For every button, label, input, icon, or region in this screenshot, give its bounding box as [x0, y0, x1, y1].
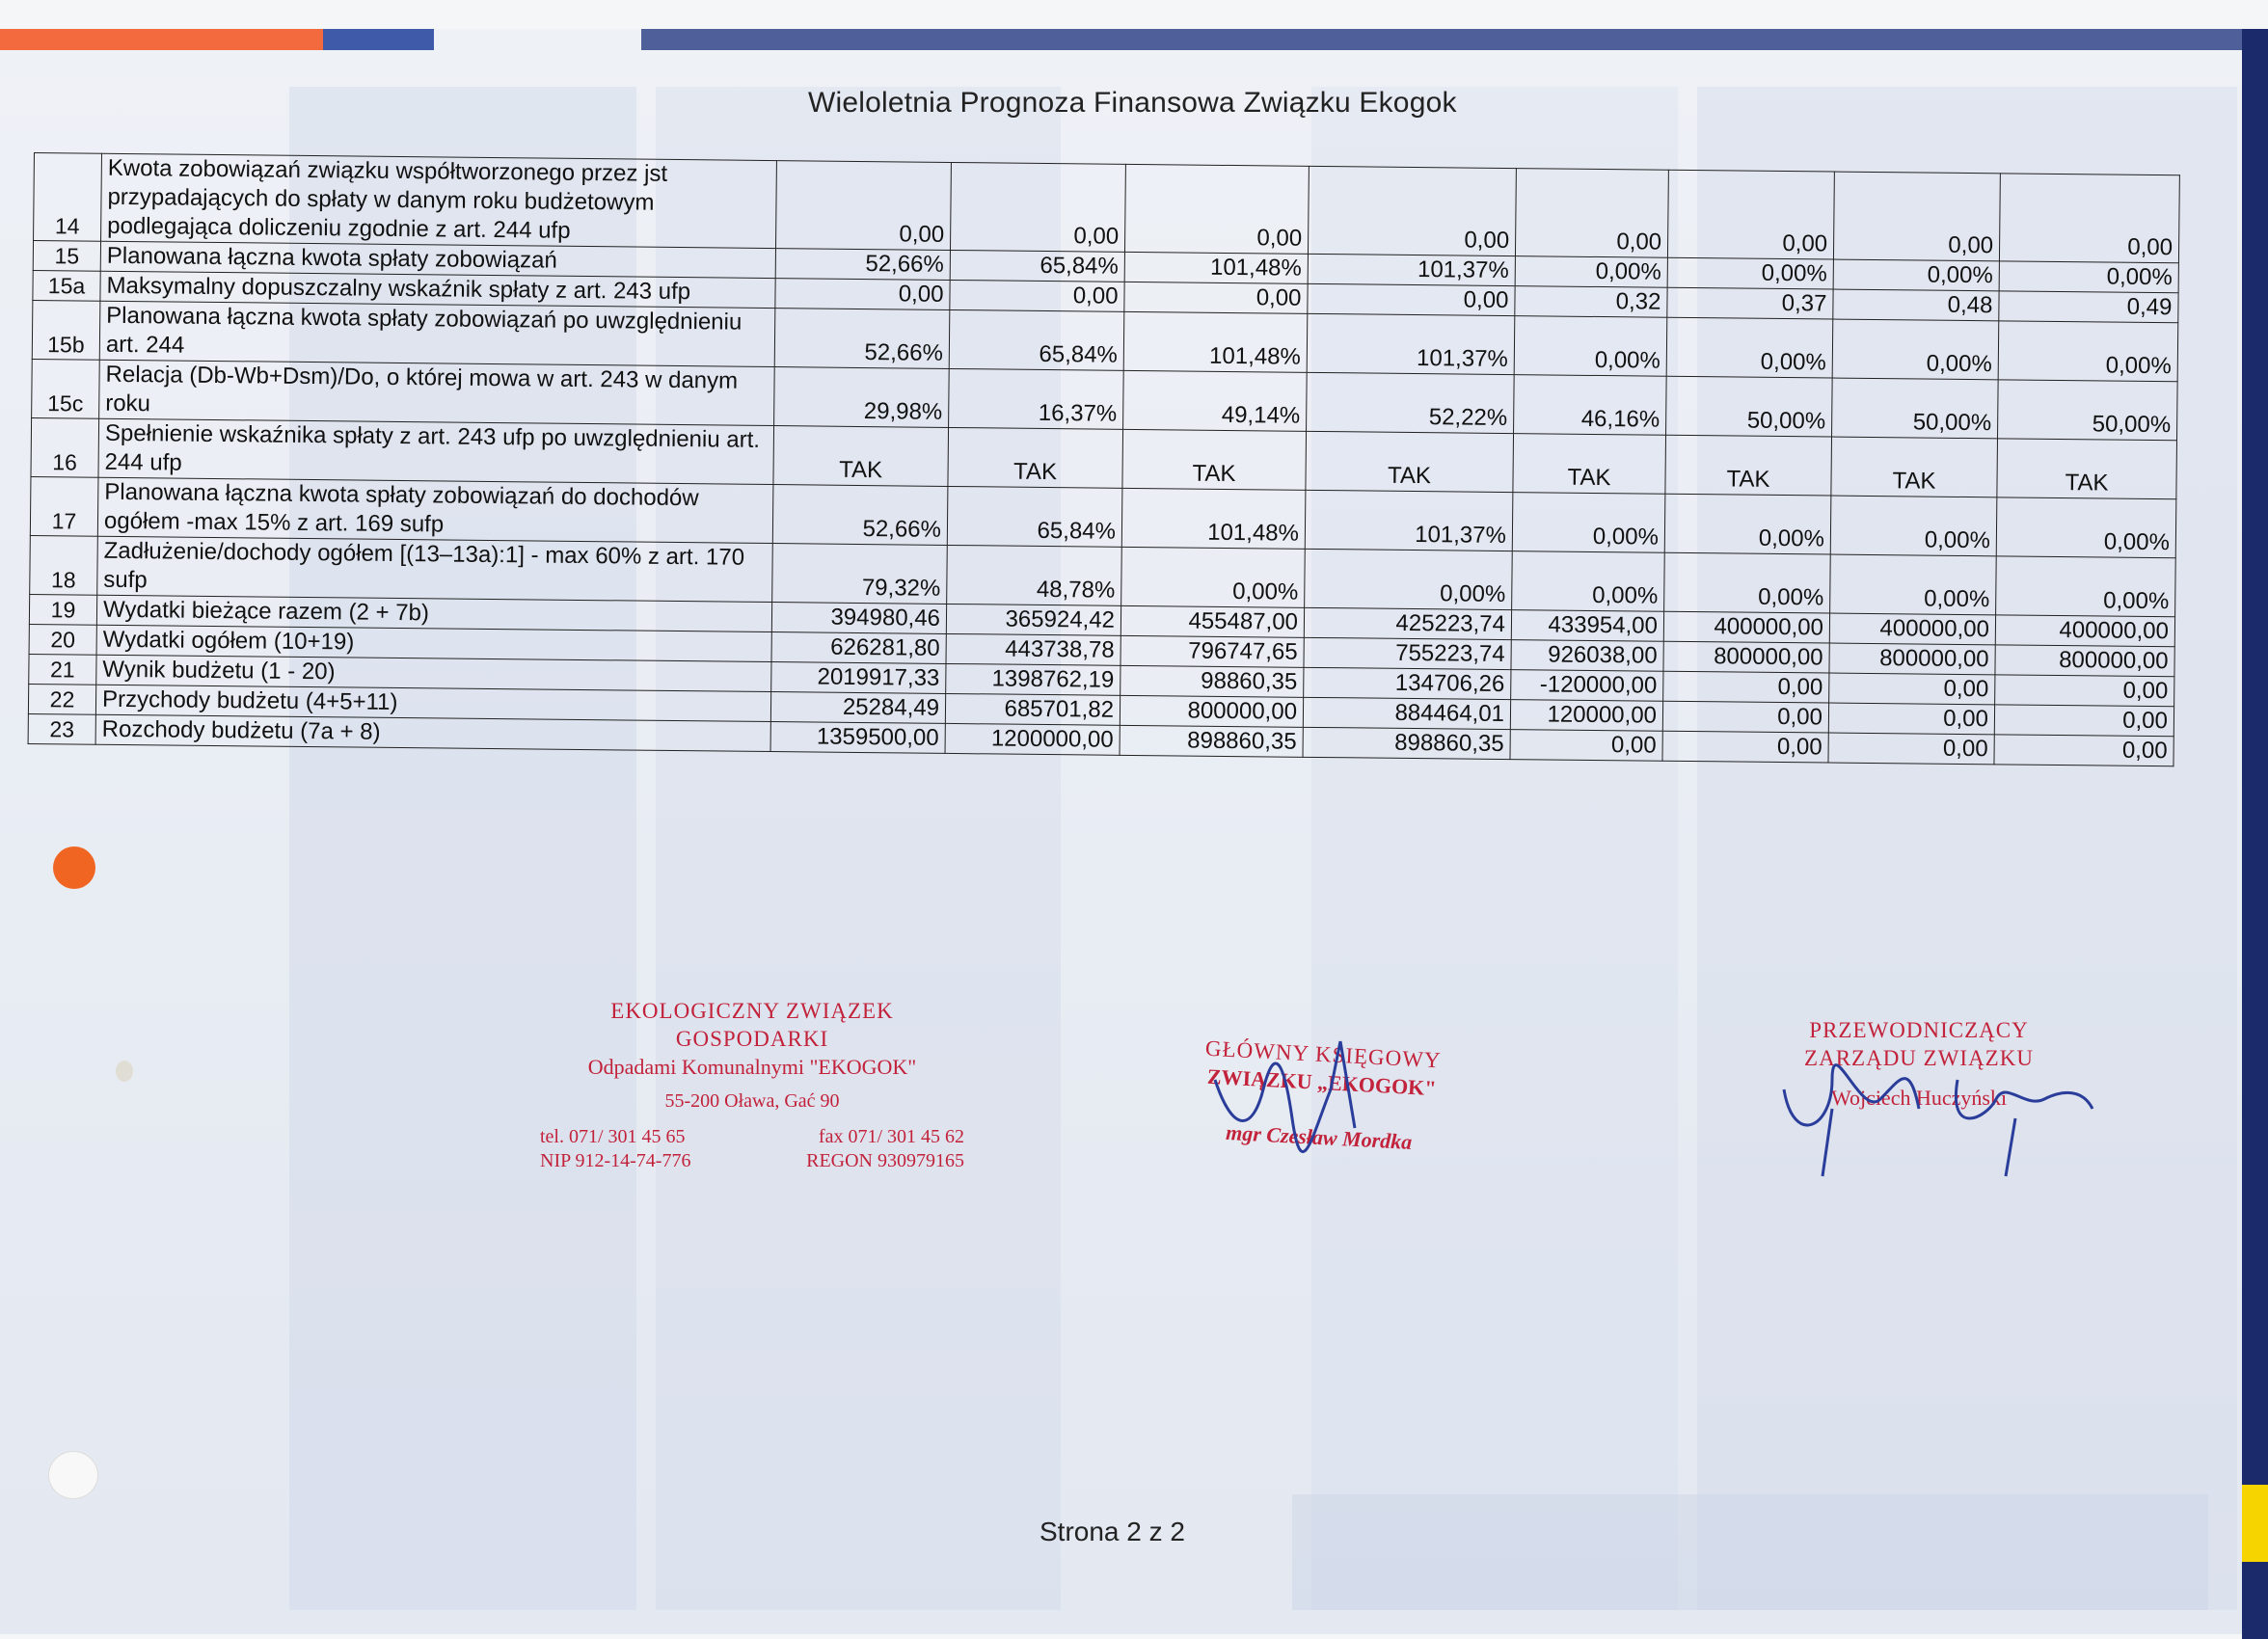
value-cell: 101,48%: [1123, 311, 1308, 372]
org-stamp-nip: NIP 912-14-74-776: [540, 1150, 691, 1171]
org-stamp-line1: EKOLOGICZNY ZWIĄZEK GOSPODARKI: [610, 999, 894, 1051]
right-edge-yellow: [2242, 1485, 2268, 1562]
value-cell: 455487,00: [1120, 605, 1304, 637]
top-stripe-dark: [641, 29, 2247, 50]
value-cell: 0,00: [1308, 283, 1515, 315]
row-label: Kwota zobowiązań związku współtworzonego przez jst przypadających do spłaty w danym roku budżetowym podlegająca doliczeniu zgodnie z art. 244 ufp: [101, 153, 777, 248]
value-cell: 0,00: [1124, 164, 1309, 254]
row-number: 18: [30, 535, 98, 595]
value-cell: 425223,74: [1304, 607, 1511, 639]
row-number: 15: [33, 241, 100, 272]
value-cell: 626281,80: [771, 632, 946, 664]
value-cell: 800000,00: [1663, 641, 1829, 673]
hole-punch-mark: [53, 846, 95, 889]
value-cell: 0,00: [1828, 733, 1994, 765]
value-cell: 101,37%: [1308, 254, 1515, 285]
value-cell: -120000,00: [1511, 670, 1663, 702]
value-cell: TAK: [1306, 431, 1514, 492]
value-cell: 0,00%: [1830, 554, 1997, 615]
value-cell: 0,00%: [1667, 257, 1833, 289]
accountant-signature-icon: [1196, 1022, 1389, 1157]
row-label: Wynik budżetu (1 - 20): [96, 655, 771, 691]
value-cell: 134706,26: [1304, 667, 1511, 699]
row-number: 16: [31, 417, 99, 477]
value-cell: 25284,49: [770, 692, 945, 724]
value-cell: 394980,46: [771, 603, 946, 634]
value-cell: 50,00%: [1998, 380, 2178, 441]
accountant-stamp-line1: GŁÓWNY KSIĘGOWY: [1204, 1035, 1443, 1073]
chairman-stamp-line1: PRZEWODNICZĄCY: [1809, 1018, 2029, 1042]
value-cell: 1359500,00: [770, 722, 945, 754]
value-cell: 433954,00: [1511, 610, 1663, 642]
row-number: 15c: [32, 359, 100, 418]
hole-punch-mark: [116, 1061, 133, 1082]
value-cell: 0,37: [1667, 287, 1833, 319]
row-number: 23: [28, 713, 95, 744]
row-label: Wydatki bieżące razem (2 + 7b): [96, 595, 771, 631]
org-stamp-tel: tel. 071/ 301 45 65: [540, 1126, 686, 1147]
value-cell: TAK: [1122, 429, 1307, 490]
value-cell: 0,32: [1515, 286, 1667, 318]
value-cell: 79,32%: [772, 544, 948, 605]
value-cell: 0,00: [1124, 282, 1308, 313]
hole-punch-mark: [48, 1451, 98, 1499]
value-cell: 0,00: [1308, 166, 1516, 255]
value-cell: 0,00: [775, 279, 950, 310]
value-cell: 0,00%: [1664, 552, 1831, 613]
value-cell: 0,00%: [1666, 317, 1833, 378]
value-cell: 29,98%: [774, 367, 950, 428]
row-label: Wydatki ogółem (10+19): [96, 625, 771, 661]
value-cell: 65,84%: [949, 309, 1124, 370]
value-cell: 0,00%: [1664, 494, 1831, 554]
value-cell: 0,00: [1829, 673, 1995, 705]
chairman-signature-icon: [1774, 1041, 2102, 1186]
value-cell: 0,00: [1994, 705, 2174, 737]
value-cell: 46,16%: [1514, 375, 1667, 436]
value-cell: 800000,00: [1120, 695, 1303, 727]
value-cell: 0,00%: [1515, 256, 1667, 288]
value-cell: 0,00: [1828, 703, 1994, 735]
value-cell: TAK: [1665, 435, 1832, 496]
value-cell: 796747,65: [1120, 635, 1304, 667]
value-cell: 755223,74: [1304, 637, 1511, 669]
value-cell: 0,00: [1995, 675, 2174, 707]
top-stripe-blue: [323, 29, 434, 50]
value-cell: TAK: [1831, 437, 1998, 497]
value-cell: 120000,00: [1510, 700, 1662, 732]
value-cell: 101,37%: [1305, 490, 1513, 551]
value-cell: 101,48%: [1124, 252, 1308, 283]
value-cell: 1200000,00: [945, 723, 1120, 755]
value-cell: 52,66%: [774, 309, 950, 369]
value-cell: 1398762,19: [946, 663, 1120, 695]
accountant-stamp-name: mgr Czesław Mordka: [1225, 1120, 1413, 1155]
value-cell: 50,00%: [1666, 376, 1833, 437]
chairman-stamp-name: Wojciech Huczyński: [1830, 1085, 2008, 1110]
value-cell: 0,00%: [1305, 549, 1513, 609]
value-cell: 98860,35: [1120, 665, 1304, 697]
row-number: 15a: [33, 270, 100, 301]
value-cell: 0,00%: [1832, 319, 1999, 380]
value-cell: 0,00%: [1121, 547, 1306, 607]
row-number: 14: [34, 153, 102, 242]
value-cell: 685701,82: [945, 693, 1120, 725]
row-label: Zadłużenie/dochody ogółem [(13–13a):1] - max 60% z art. 170 sufp: [97, 536, 773, 602]
value-cell: 0,00%: [1999, 261, 2178, 293]
value-cell: TAK: [773, 426, 949, 487]
row-label: Planowana łączna kwota spłaty zobowiązań do dochodów ogółem -max 15% z art. 169 sufp: [97, 477, 773, 543]
value-cell: 52,22%: [1307, 372, 1515, 433]
org-stamp-fax: fax 071/ 301 45 62: [818, 1126, 964, 1147]
value-cell: 400000,00: [1995, 615, 2174, 647]
row-label: Planowana łączna kwota spłaty zobowiązań po uwzględnieniu art. 244: [99, 301, 775, 366]
row-label: Relacja (Db-Wb+Dsm)/Do, o której mowa w art. 243 w danym roku: [99, 360, 775, 425]
value-cell: 0,00: [1667, 170, 1834, 259]
value-cell: 898860,35: [1120, 725, 1303, 757]
value-cell: 0,00: [1515, 169, 1668, 258]
value-cell: 52,66%: [775, 249, 950, 281]
value-cell: 926038,00: [1511, 640, 1663, 672]
value-cell: 884464,01: [1303, 697, 1510, 729]
value-cell: 0,00: [1663, 671, 1829, 703]
value-cell: 400000,00: [1663, 611, 1829, 643]
value-cell: 65,84%: [950, 250, 1124, 282]
value-cell: 0,00%: [1996, 556, 2176, 617]
financial-forecast-table: [28, 152, 2180, 766]
row-label: Rozchody budżetu (7a + 8): [95, 714, 770, 751]
row-number: 19: [29, 594, 96, 625]
value-cell: 50,00%: [1832, 378, 1999, 439]
value-cell: 443738,78: [946, 633, 1120, 665]
row-number: 22: [28, 684, 95, 714]
value-cell: 0,00: [950, 280, 1124, 311]
accountant-stamp-line2: ZWIĄZKU „EKOGOK": [1206, 1063, 1438, 1100]
value-cell: 0,48: [1833, 289, 1999, 321]
value-cell: TAK: [948, 427, 1123, 488]
value-cell: TAK: [1997, 439, 2177, 499]
value-cell: 0,00%: [1996, 497, 2176, 558]
value-cell: 0,00: [950, 162, 1125, 252]
value-cell: 2019917,33: [771, 662, 946, 694]
bleed-through-block: [1292, 1494, 2208, 1610]
value-cell: 48,78%: [947, 545, 1122, 605]
value-cell: 0,00%: [1998, 321, 2178, 382]
value-cell: 800000,00: [1829, 643, 1995, 675]
row-number: 17: [30, 476, 98, 536]
value-cell: 0,00%: [1514, 316, 1667, 377]
row-label: Maksymalny dopuszczalny wskaźnik spłaty z art. 243 ufp: [100, 271, 775, 308]
value-cell: 65,84%: [947, 486, 1122, 547]
value-cell: 400000,00: [1829, 613, 1995, 645]
chairman-stamp-line2: ZARZĄDU ZWIĄZKU: [1804, 1045, 2034, 1070]
value-cell: 0,00%: [1512, 493, 1665, 553]
row-number: 15b: [32, 300, 100, 360]
value-cell: 49,14%: [1123, 370, 1308, 431]
value-cell: 0,49: [1999, 291, 2178, 323]
value-cell: 0,00: [1510, 730, 1662, 762]
row-number: 20: [29, 624, 96, 655]
value-cell: 101,48%: [1121, 488, 1306, 549]
row-label: Planowana łączna kwota spłaty zobowiązań: [100, 241, 775, 278]
document-title: Wieloletnia Prognoza Finansowa Związku Ekogok: [808, 87, 1457, 119]
value-cell: 101,37%: [1307, 313, 1515, 374]
value-cell: TAK: [1513, 434, 1666, 495]
value-cell: 0,00: [775, 161, 951, 251]
value-cell: 0,00: [1662, 731, 1828, 763]
value-cell: 0,00%: [1833, 259, 1999, 291]
org-stamp-address: 55-200 Oława, Gać 90: [664, 1090, 840, 1112]
organization-stamp: [540, 998, 964, 1173]
value-cell: 0,00: [1999, 174, 2179, 263]
row-label: Przychody budżetu (4+5+11): [95, 685, 770, 721]
page-footer: Strona 2 z 2: [1040, 1517, 1185, 1546]
value-cell: 16,37%: [949, 368, 1124, 429]
value-cell: 0,00: [1662, 701, 1828, 733]
org-stamp-line2: Odpadami Komunalnymi "EKOGOK": [587, 1054, 917, 1079]
value-cell: 0,00%: [1830, 496, 1997, 556]
org-stamp-regon: REGON 930979165: [806, 1150, 964, 1171]
right-edge-dark: [2242, 29, 2268, 1639]
top-stripe-orange: [0, 29, 323, 50]
value-cell: 800000,00: [1995, 645, 2174, 677]
row-number: 21: [29, 654, 96, 685]
value-cell: 898860,35: [1303, 727, 1510, 759]
value-cell: 365924,42: [946, 604, 1120, 635]
value-cell: 0,00: [1833, 172, 2000, 261]
value-cell: 0,00: [1994, 735, 2174, 766]
value-cell: 0,00%: [1512, 551, 1665, 612]
value-cell: 52,66%: [772, 485, 948, 546]
row-label: Spełnienie wskaźnika spłaty z art. 243 ufp po uwzględnieniu art. 244 ufp: [98, 418, 774, 484]
